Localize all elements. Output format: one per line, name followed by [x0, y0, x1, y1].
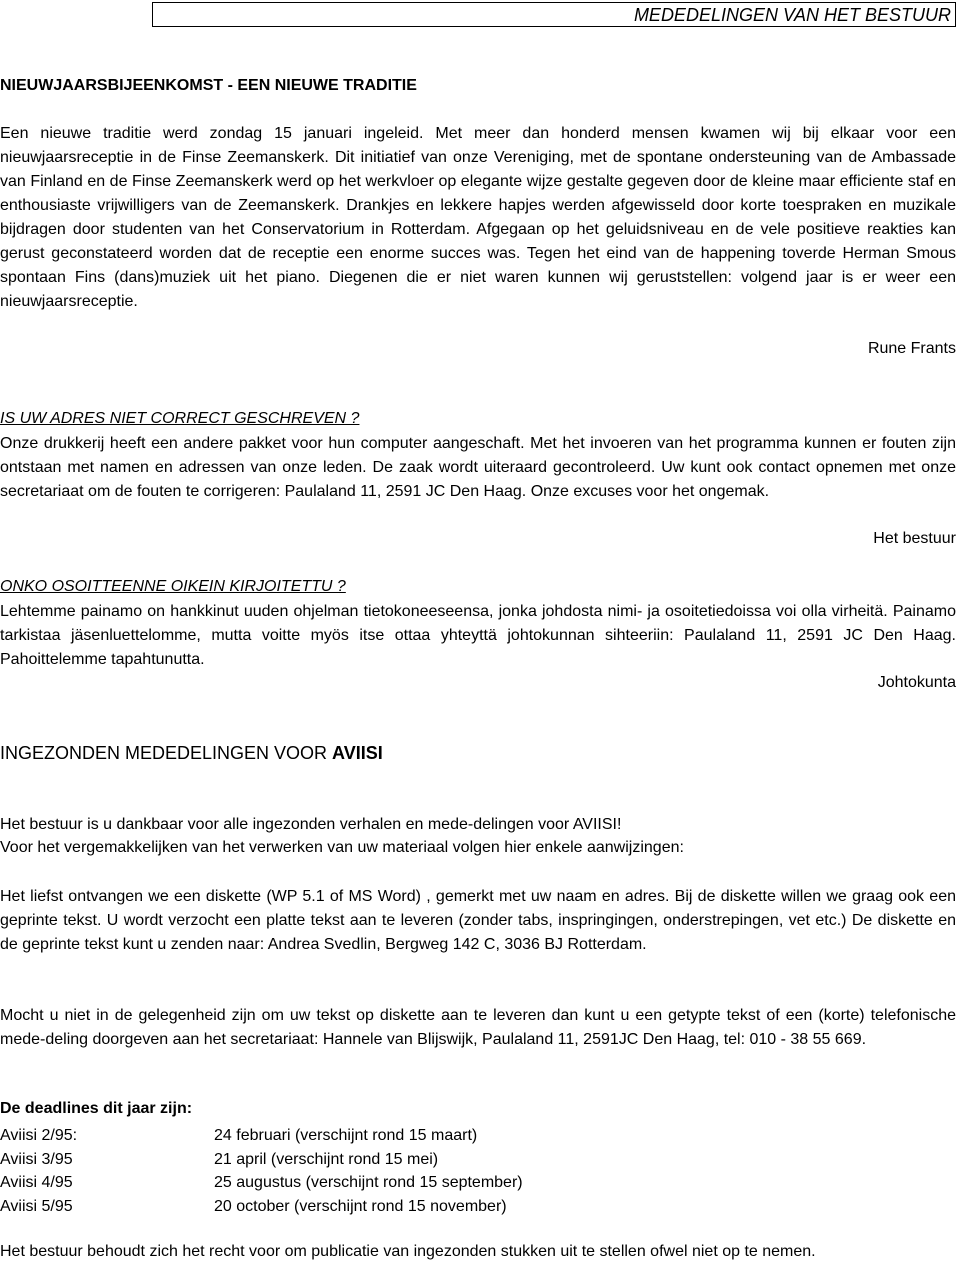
section-body-osoite: Lehtemme painamo on hankkinut uuden ohjelman tietokoneeseensa, jonka johdosta nimi- ja osoitetiedoissa voi olla virheitä. Painamo tarkistaa jäsenluettelomme, mutta voitte myös itse ottaa yhteyttä johtokunnan sihteeriin: Paulaland 11, 2591 JC Den Haag. Pahoittelemme tapahtunutta.	[0, 603, 956, 668]
section-title-nieuwjaarsbijeenkomst: NIEUWJAARSBIJEENKOMST - EEN NIEUWE TRADITIE	[0, 77, 417, 94]
section-title-aviisi: AVIISI	[332, 743, 383, 763]
deadline-label: Aviisi 4/95	[0, 1174, 73, 1191]
deadline-date: 25 augustus (verschijnt rond 15 september)	[214, 1174, 523, 1191]
section-title-ingezonden	[0, 743, 956, 764]
instructions-diskette: Het liefst ontvangen we een diskette (WP 5.1 of MS Word) , gemerkt met uw naam en adres. Bij de diskette willen we graag ook een geprinte tekst. U wordt verzocht een platte tekst aan te leveren (zonder tabs, inspringingen, onderstrepingen, vet etc.) De diskette en de geprinte tekst kunt u zenden naar: Andrea Svedlin, Bergweg 142 C, 3036 BJ Rotterdam.	[0, 888, 956, 953]
deadline-row	[0, 1195, 956, 1219]
deadlines-list	[0, 1124, 956, 1218]
deadline-row	[0, 1148, 956, 1172]
deadline-row	[0, 1171, 956, 1195]
signature-het-bestuur: Het bestuur	[873, 530, 956, 547]
deadline-date: 24 februari (verschijnt rond 15 maart)	[214, 1127, 478, 1144]
deadline-date: 20 october (verschijnt rond 15 november)	[214, 1197, 507, 1215]
signature-johtokunta: Johtokunta	[877, 674, 956, 691]
section-title-osoite: ONKO OSOITTEENNE OIKEIN KIRJOITETTU ?	[0, 578, 346, 595]
intro-line-2: Voor het vergemakkelijken van het verwerken van uw materiaal volgen hier enkele aanwijzingen:	[0, 839, 684, 856]
deadline-label: Aviisi 5/95	[0, 1197, 73, 1215]
signature-rune-frants: Rune Frants	[867, 340, 956, 357]
instructions-telefonisch: Mocht u niet in de gelegenheid zijn om uw tekst op diskette aan te leveren dan kunt u een getypte tekst of een (korte) telefonische mede-deling doorgeven aan het secretariaat: Hannele van Blijswijk, Paulaland 11, 2591JC Den Haag, tel: 010 - 38 55 669.	[0, 1007, 956, 1048]
section-title-ingezonden-prefix: INGEZONDEN MEDEDELINGEN VOOR	[0, 743, 333, 763]
footer-note: Het bestuur behoudt zich het recht voor om publicatie van ingezonden stukken uit te stellen ofwel niet op te nemen.	[0, 1243, 816, 1260]
page-header-title: MEDEDELINGEN VAN HET BESTUUR	[633, 5, 951, 25]
header-box	[152, 2, 956, 27]
section-body-nieuwjaarsbijeenkomst: Een nieuwe traditie werd zondag 15 januari ingeleid. Met meer dan honderd mensen kwamen wij bij elkaar voor een nieuwjaarsreceptie in de Finse Zeemanskerk. Dit initiatief van onze Vereniging, met de spontane ondersteuning van de Ambassade van Finland en de Finse Zeemanskerk werd op het werkvloer op elegante wijze gestalte gegeven door de kleine maar efficiente staf en enthousiaste vrijwilligers van de Zeemanskerk. Drankjes en lekkere hapjes werden afgewisseld door korte toespraken en muzikale bijdragen door studenten van het Conservatorium in Rotterdam. Afgegaan op het geluidsniveau en de vele positieve reakties kan gerust geconstateerd worden dat de receptie een enorme succes was. Tegen het eind van de happening toverde Herman Smous spontaan Fins (dans)muziek uit het piano. Diegenen die er niet waren kunnen wij geruststellen: volgend jaar is er weer een nieuwjaarsreceptie.	[0, 125, 956, 310]
deadline-date: 21 april (verschijnt rond 15 mei)	[214, 1150, 439, 1168]
section-title-adres: IS UW ADRES NIET CORRECT GESCHREVEN ?	[0, 410, 360, 427]
section-body-adres: Onze drukkerij heeft een andere pakket voor hun computer aangeschaft. Met het invoeren van het programma kunnen er fouten zijn ontstaan met namen en adressen van onze leden. De zaak wordt uiteraard gecontroleerd. Uw kunt ook contact opnemen met onze secretariaat om de fouten te corrigeren: Paulaland 11, 2591 JC Den Haag. Onze excuses voor het ongemak.	[0, 435, 956, 500]
deadlines-title: De deadlines dit jaar zijn:	[0, 1100, 193, 1117]
deadline-label: Aviisi 3/95	[0, 1150, 73, 1168]
deadline-label: Aviisi 2/95:	[0, 1127, 78, 1144]
intro-line-1: Het bestuur is u dankbaar voor alle ingezonden verhalen en mede-delingen voor AVIISI!	[0, 816, 622, 833]
deadline-row	[0, 1124, 956, 1148]
